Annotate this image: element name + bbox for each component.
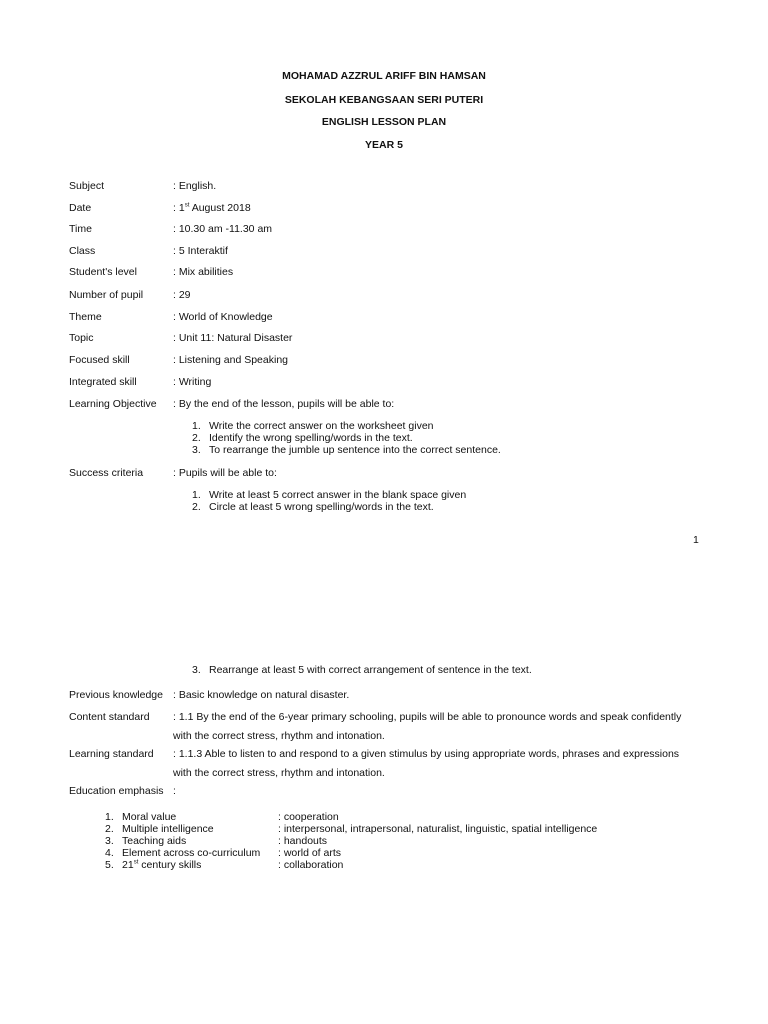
education-emphasis-colon: : (173, 785, 176, 797)
theme-label: Theme (69, 311, 102, 323)
learning-objective-value: : By the end of the lesson, pupils will be able to: (173, 398, 395, 410)
pupil-count-value: : 29 (173, 289, 191, 301)
emphasis-value: : collaboration (278, 859, 344, 871)
integrated-skill-label: Integrated skill (69, 376, 137, 388)
emphasis-value: : world of arts (278, 847, 342, 859)
date-value: : 1st August 2018 (173, 202, 251, 214)
date-label: Date (69, 202, 92, 214)
student-level-label: Student's level (69, 266, 137, 278)
emphasis-number: 2. (105, 823, 114, 835)
objective-item: To rearrange the jumble up sentence into the correct sentence. (209, 444, 501, 456)
emphasis-value: : handouts (278, 835, 328, 847)
objective-item: Identify the wrong spelling/words in the text. (209, 432, 413, 444)
integrated-skill-value: : Writing (173, 376, 212, 388)
emphasis-name: Moral value (122, 811, 177, 823)
content-standard-line1: : 1.1 By the end of the 6-year primary schooling, pupils will be able to pronounce words and speak confidently (173, 711, 682, 723)
education-emphasis-label: Education emphasis (69, 785, 164, 797)
time-label: Time (69, 223, 92, 235)
emphasis-number: 3. (105, 835, 114, 847)
emphasis-name: Element across co-curriculum (122, 847, 261, 859)
time-value: : 10.30 am -11.30 am (173, 223, 273, 235)
emphasis-name: Multiple intelligence (122, 823, 214, 835)
objective-number: 1. (192, 420, 201, 432)
topic-label: Topic (69, 332, 94, 344)
year-heading: YEAR 5 (365, 139, 403, 151)
objective-number: 3. (192, 444, 201, 456)
focused-skill-value: : Listening and Speaking (173, 354, 289, 366)
success-criteria-label: Success criteria (69, 467, 144, 479)
success-criteria-value: : Pupils will be able to: (173, 467, 277, 479)
emphasis-value: : cooperation (278, 811, 339, 823)
class-value: : 5 Interaktif (173, 245, 228, 257)
subject-value: : English. (173, 180, 217, 192)
success-number: 3. (192, 664, 201, 676)
success-number: 2. (192, 501, 201, 513)
pupil-count-label: Number of pupil (69, 289, 144, 301)
emphasis-value: : interpersonal, intrapersonal, naturalist, linguistic, spatial intelligence (278, 823, 598, 835)
success-item: Rearrange at least 5 with correct arrangement of sentence in the text. (209, 664, 532, 676)
document-title: ENGLISH LESSON PLAN (321, 116, 447, 128)
success-item: Circle at least 5 wrong spelling/words in the text. (209, 501, 434, 513)
objective-item: Write the correct answer on the worksheet given (209, 420, 434, 432)
theme-value: : World of Knowledge (173, 311, 273, 323)
emphasis-name: Teaching aids (122, 835, 187, 847)
emphasis-name: 21st century skills (122, 859, 202, 871)
class-label: Class (69, 245, 96, 257)
content-standard-label: Content standard (69, 711, 150, 723)
success-number: 1. (192, 489, 201, 501)
success-item: Write at least 5 correct answer in the blank space given (209, 489, 467, 501)
emphasis-number: 5. (105, 859, 114, 871)
objective-number: 2. (192, 432, 201, 444)
subject-label: Subject (69, 180, 105, 192)
previous-knowledge-value: : Basic knowledge on natural disaster. (173, 689, 350, 701)
previous-knowledge-label: Previous knowledge (69, 689, 163, 701)
topic-value: : Unit 11: Natural Disaster (173, 332, 293, 344)
learning-standard-line1: : 1.1.3 Able to listen to and respond to a given stimulus by using appropriate words, phrases and expressions (173, 748, 680, 760)
page-number: 1 (693, 534, 699, 546)
learning-standard-label: Learning standard (69, 748, 154, 760)
learning-standard-line2: with the correct stress, rhythm and intonation. (173, 767, 385, 779)
author-name: MOHAMAD AZZRUL ARIFF BIN HAMSAN (282, 70, 486, 82)
school-name: SEKOLAH KEBANGSAAN SERI PUTERI (284, 94, 484, 106)
student-level-value: : Mix abilities (173, 266, 234, 278)
learning-objective-label: Learning Objective (69, 398, 157, 410)
content-standard-line2: with the correct stress, rhythm and intonation. (173, 730, 385, 742)
emphasis-number: 1. (105, 811, 114, 823)
focused-skill-label: Focused skill (69, 354, 130, 366)
emphasis-number: 4. (105, 847, 114, 859)
